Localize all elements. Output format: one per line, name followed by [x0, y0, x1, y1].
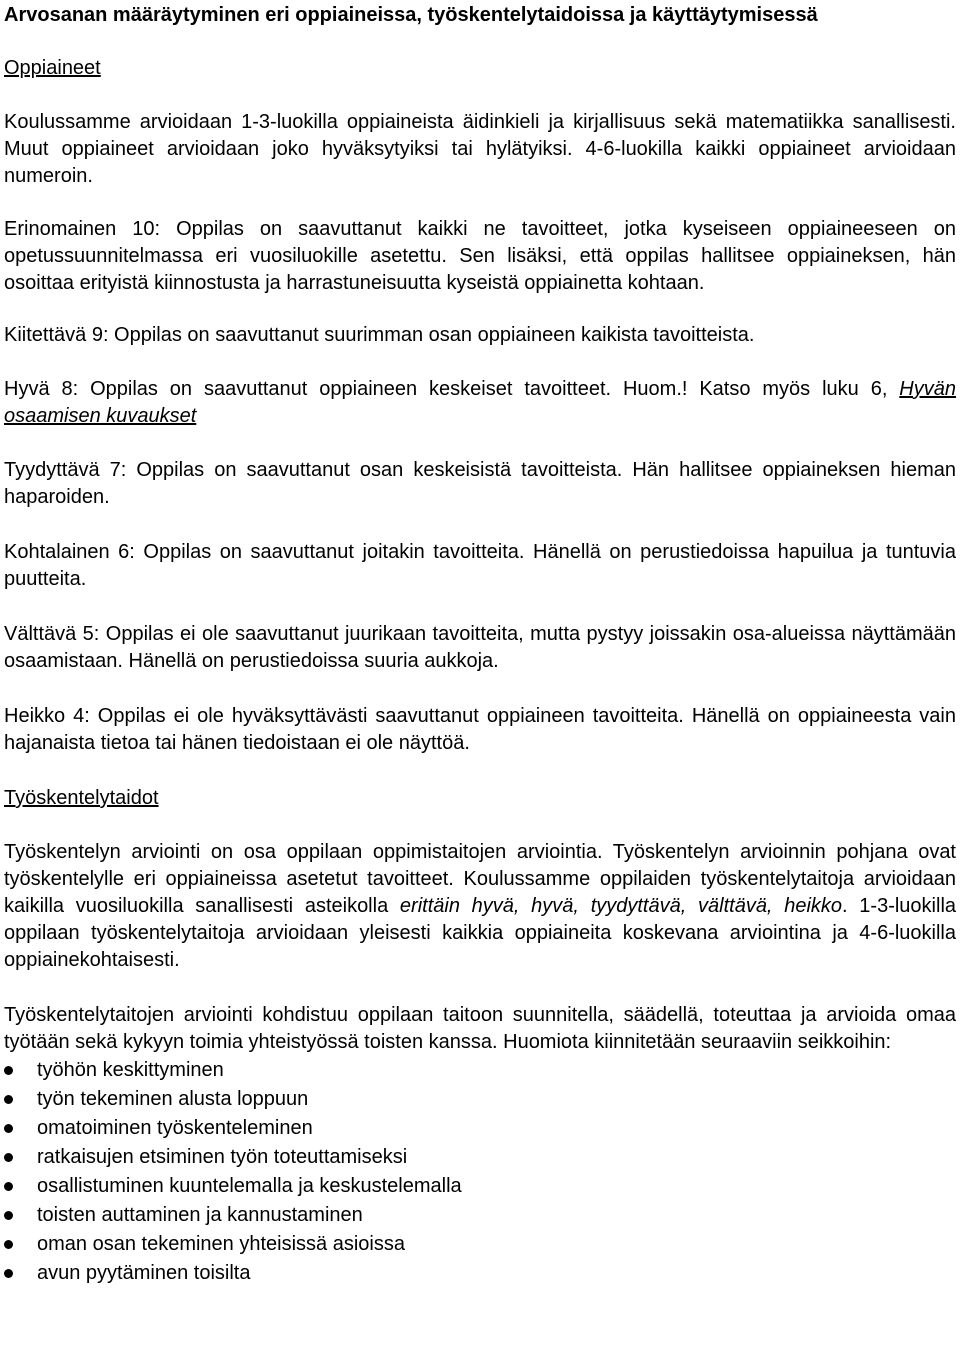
- paragraph-grade-4: Heikko 4: Oppilas ei ole hyväksyttävästi saavuttanut oppiaineen tavoitteita. Hänellä on oppiaineesta vain hajanaista tietoa tai hänen tiedoistaan ei ole näyttöä.: [4, 705, 956, 754]
- bullet-icon: [4, 1066, 13, 1075]
- grade-8-text: Hyvä 8: Oppilas on saavuttanut oppiaineen keskeiset tavoitteet. Huom.! Katso myös luku 6,: [4, 378, 900, 400]
- paragraph-tyoskentely-1: [4, 839, 956, 974]
- paragraph-grade-10: Erinomainen 10: Oppilas on saavuttanut kaikki ne tavoitteet, jotka kyseiseen oppiaineeseen on opetussuunnitelmassa eri vuosiluokille asetettu. Sen lisäksi, että oppilas hallitsee oppiaineksen, hän osoittaa erityistä kiinnostusta ja harrastuneisuutta kyseistä oppiainetta kohtaan.: [4, 218, 956, 294]
- bullet-list: [4, 1056, 956, 1288]
- list-item-text: osallistuminen kuuntelemalla ja keskustelemalla: [37, 1175, 462, 1197]
- tyoskentely-text-b: . 1-3-luokilla oppilaan työskentelytaitoja arvioidaan yleisesti kaikkia oppiaineita koskevana arviointina ja 4-6-luokilla oppiainekohtaisesti.: [4, 895, 957, 971]
- list-item-text: ratkaisujen etsiminen työn toteuttamiseksi: [37, 1146, 408, 1168]
- paragraph-intro: Koulussamme arvioidaan 1-3-luokilla oppiaineista äidinkieli ja kirjallisuus sekä matematiikka sanallisesti. Muut oppiaineet arvioidaan joko hyväksytyiksi tai hylätyiksi. 4-6-luokilla kaikki oppiaineet arvioidaan numeroin.: [4, 111, 956, 187]
- list-item-text: avun pyytäminen toisilta: [37, 1262, 251, 1284]
- list-item: [4, 1230, 956, 1259]
- section-heading-oppiaineet: Oppiaineet: [4, 57, 101, 79]
- document-page: [4, 0, 956, 1288]
- bullet-icon: [4, 1269, 13, 1278]
- list-item: [4, 1259, 956, 1288]
- paragraph-tyoskentely-2: Työskentelytaitojen arviointi kohdistuu oppilaan taitoon suunnitella, säädellä, toteuttaa ja arvioida omaa työtään sekä kykyyn toimia yhteistyössä toisten kanssa. Huomiota kiinnitetään seuraaviin seikkoihin:: [4, 1004, 956, 1053]
- list-item: [4, 1056, 956, 1085]
- paragraph-grade-6: Kohtalainen 6: Oppilas on saavuttanut joitakin tavoitteita. Hänellä on perustiedoissa hapuilua ja tuntuvia puutteita.: [4, 541, 956, 590]
- list-item-text: omatoiminen työskenteleminen: [37, 1117, 313, 1139]
- bullet-icon: [4, 1124, 13, 1133]
- paragraph-grade-9: Kiitettävä 9: Oppilas on saavuttanut suurimman osan oppiaineen kaikista tavoitteista.: [4, 324, 755, 346]
- paragraph-grade-5: Välttävä 5: Oppilas ei ole saavuttanut juurikaan tavoitteita, mutta pystyy joissakin osa-alueissa näyttämään osaamistaan. Hänellä on perustiedoissa suuria aukkoja.: [4, 623, 956, 672]
- list-item: [4, 1143, 956, 1172]
- grade-8-chapter-link[interactable]: Hyvän osaamisen kuvaukset: [4, 378, 956, 427]
- list-item-text: oman osan tekeminen yhteisissä asioissa: [37, 1233, 405, 1255]
- list-item: [4, 1085, 956, 1114]
- paragraph-grade-7: Tyydyttävä 7: Oppilas on saavuttanut osan keskeisistä tavoitteista. Hän hallitsee oppiaineksen hieman haparoiden.: [4, 459, 956, 508]
- paragraph-grade-8: [4, 376, 956, 430]
- list-item-text: työn tekeminen alusta loppuun: [37, 1088, 309, 1110]
- bullet-icon: [4, 1095, 13, 1104]
- bullet-icon: [4, 1211, 13, 1220]
- list-item: [4, 1114, 956, 1143]
- document-title: Arvosanan määräytyminen eri oppiaineissa, työskentelytaidoissa ja käyttäytymisessä: [4, 4, 818, 26]
- list-item: [4, 1201, 956, 1230]
- section-heading-tyoskentelytaidot: Työskentelytaidot: [4, 787, 159, 809]
- bullet-icon: [4, 1153, 13, 1162]
- bullet-icon: [4, 1182, 13, 1191]
- list-item-text: työhön keskittyminen: [37, 1059, 224, 1081]
- tyoskentely-text-a: Työskentelyn arviointi on osa oppilaan oppimistaitojen arviointia. Työskentelyn arvioinnin pohjana ovat työskentelylle eri oppiaineissa asetetut tavoitteet. Koulussamme oppilaiden työskentelytaitoja arvioidaan kaikilla vuosiluokilla sanallisesti asteikolla: [4, 841, 956, 917]
- bullet-icon: [4, 1240, 13, 1249]
- list-item: [4, 1172, 956, 1201]
- grading-scale: erittäin hyvä, hyvä, tyydyttävä, välttävä, heikko: [399, 895, 843, 917]
- list-item-text: toisten auttaminen ja kannustaminen: [37, 1204, 363, 1226]
